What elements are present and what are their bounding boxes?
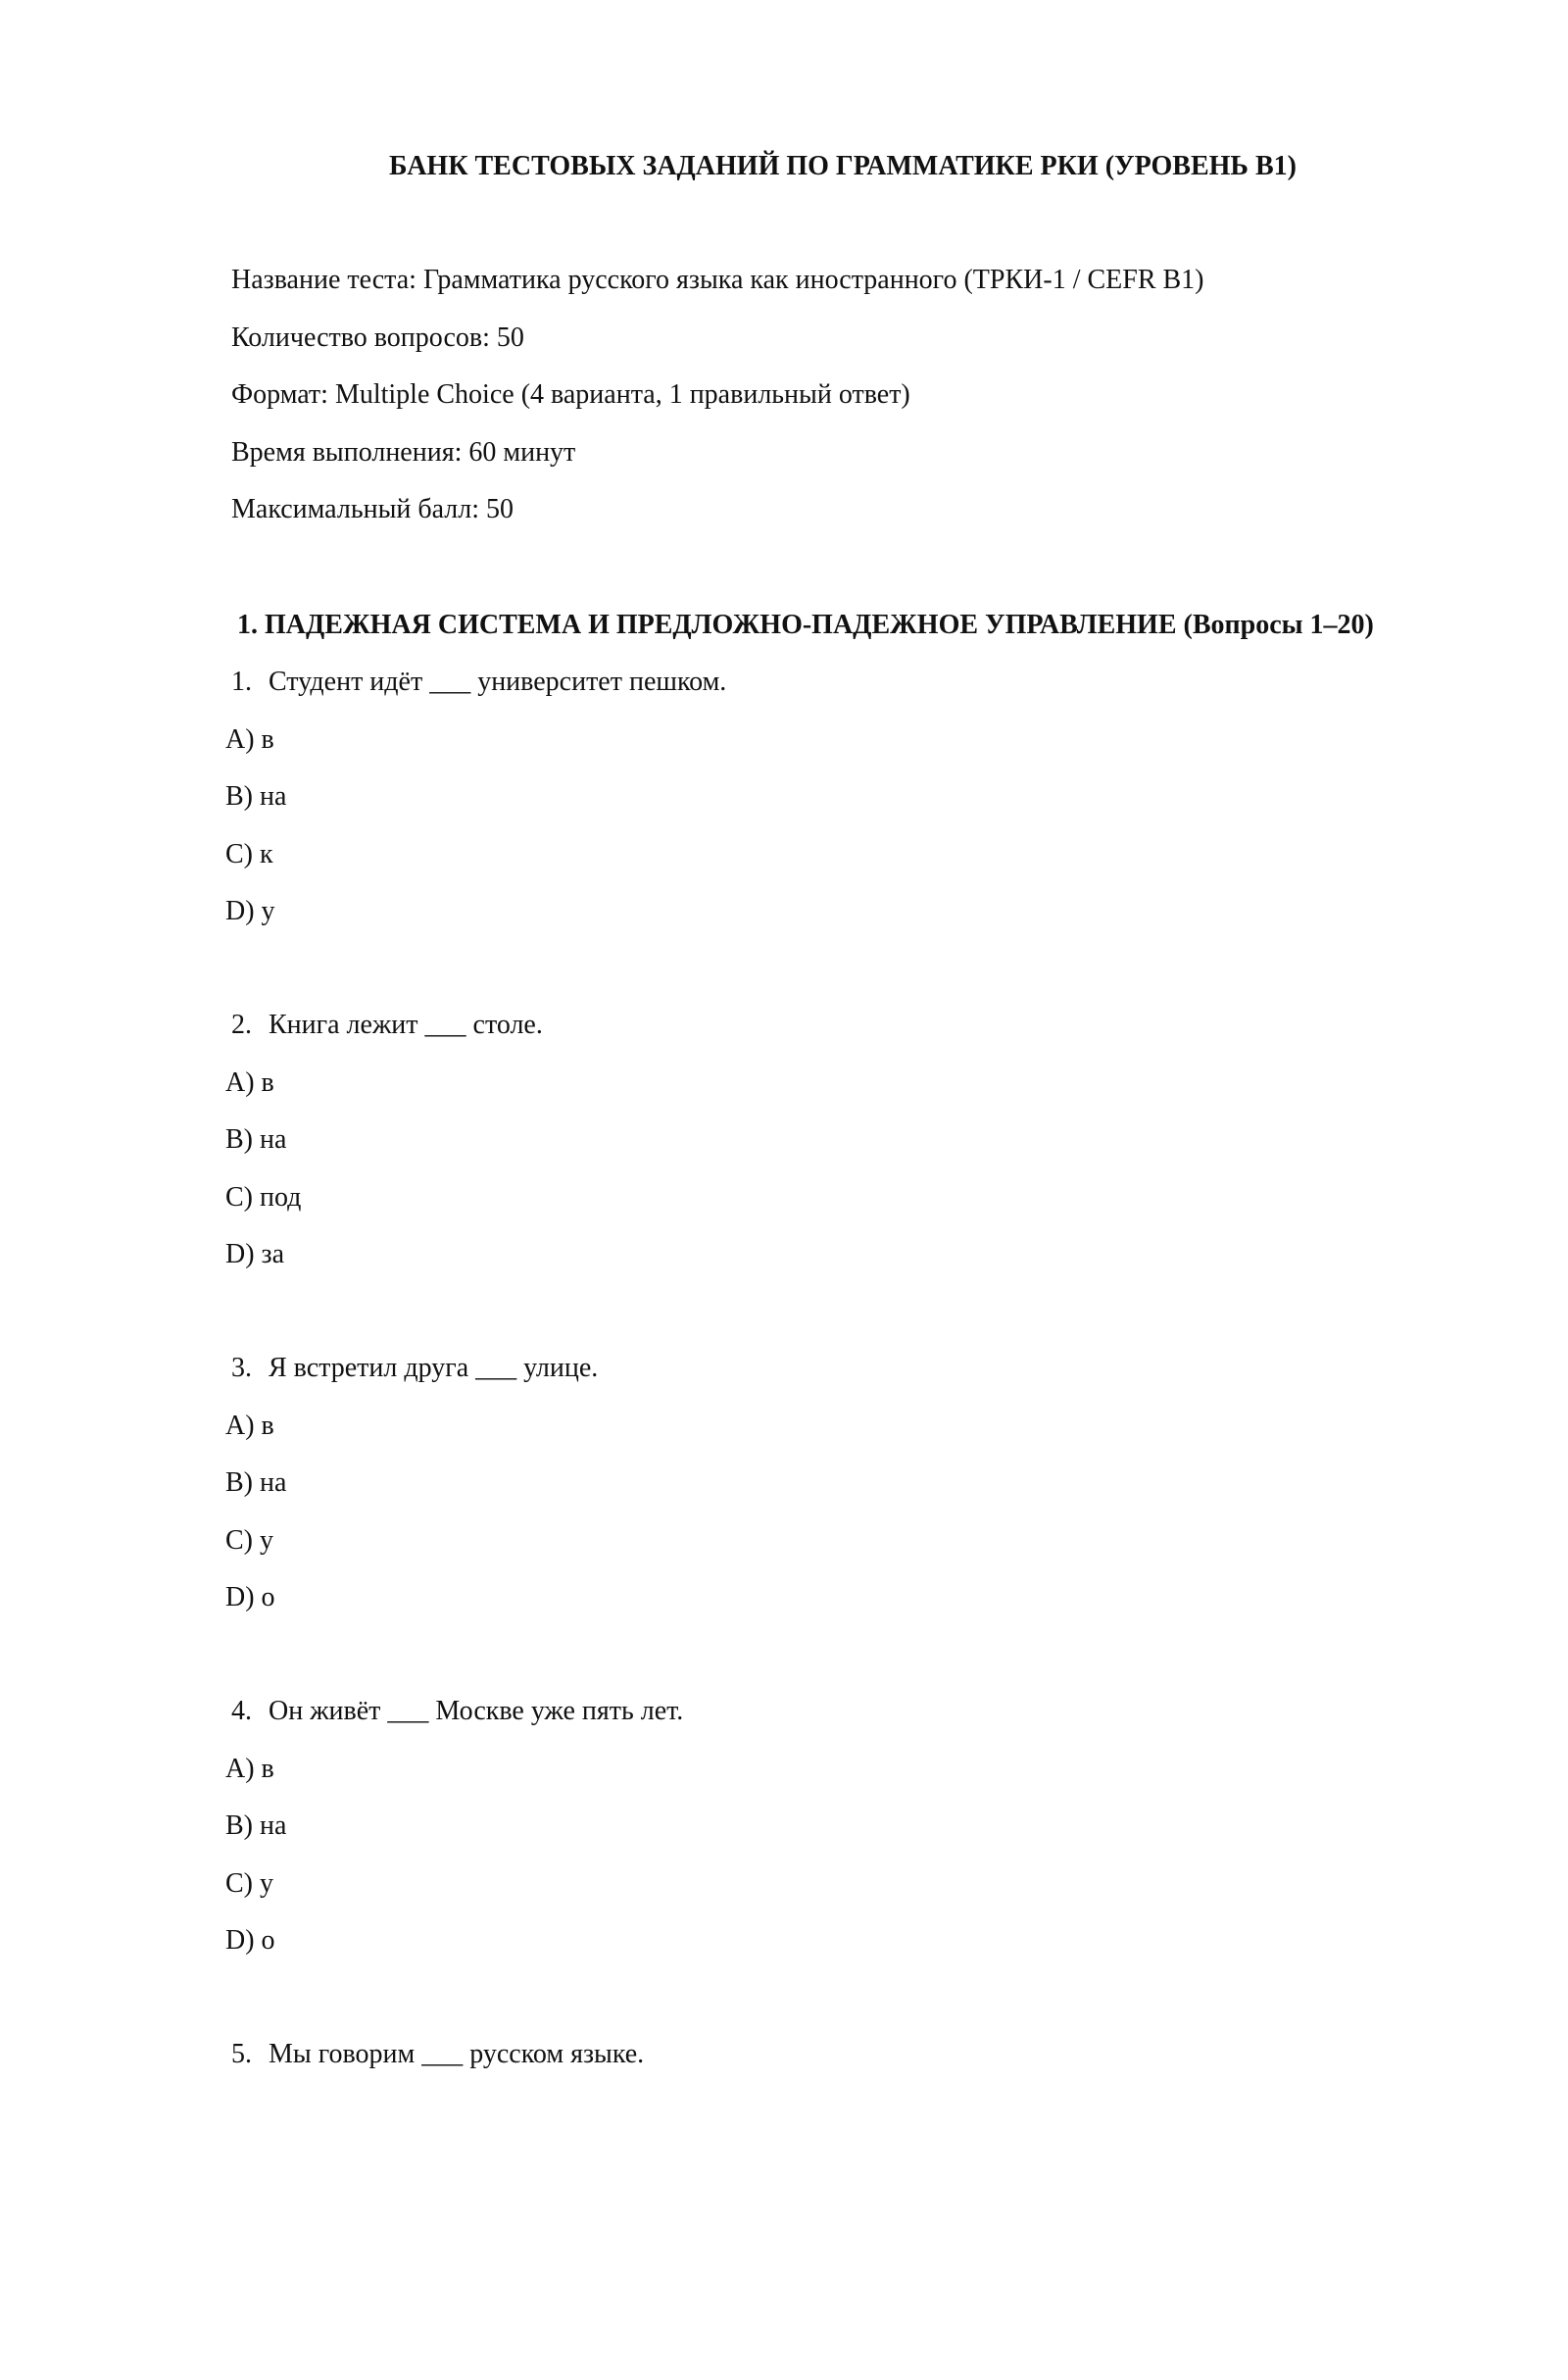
answer-option-b: B) на	[225, 1810, 287, 1841]
answer-option-c: C) у	[225, 1867, 273, 1899]
answer-option-d: D) за	[225, 1239, 285, 1269]
question-2	[0, 1008, 1568, 1351]
answer-option-a: A) в	[225, 723, 274, 755]
question-text	[0, 665, 1568, 722]
question-number: 2.	[231, 1010, 252, 1040]
meta-question-count: Количество вопросов: 50	[231, 322, 524, 353]
section-heading: 1. ПАДЕЖНАЯ СИСТЕМА И ПРЕДЛОЖНО-ПАДЕЖНОЕ УПРАВЛЕНИЕ (Вопросы 1–20)	[237, 610, 1374, 640]
answer-option-a: A) в	[225, 1410, 274, 1441]
answer-option-b: B) на	[225, 781, 287, 812]
question-body: Он живёт ___ Москве уже пять лет.	[269, 1696, 684, 1726]
question-text	[0, 1694, 1568, 1752]
answer-option-b: B) на	[225, 1467, 287, 1498]
question-number: 1.	[231, 667, 252, 697]
meta-format: Формат: Multiple Choice (4 варианта, 1 правильный ответ)	[231, 379, 910, 410]
question-text	[0, 2037, 1568, 2095]
question-4	[0, 1694, 1568, 2037]
question-body: Книга лежит ___ столе.	[269, 1010, 543, 1040]
question-text	[0, 1351, 1568, 1409]
question-5	[0, 2037, 1568, 2380]
answer-option-a: A) в	[225, 1066, 274, 1098]
answer-option-a: A) в	[225, 1753, 274, 1784]
answer-option-d: D) у	[225, 896, 275, 926]
question-number: 4.	[231, 1696, 252, 1726]
question-3	[0, 1351, 1568, 1694]
question-body: Мы говорим ___ русском языке.	[269, 2039, 645, 2069]
question-list	[0, 665, 1568, 2380]
answer-option-b: B) на	[225, 1124, 287, 1155]
question-body: Я встретил друга ___ улице.	[269, 1353, 599, 1383]
question-body: Студент идёт ___ университет пешком.	[269, 667, 727, 697]
meta-duration: Время выполнения: 60 минут	[231, 436, 576, 468]
test-meta-info	[231, 263, 1204, 550]
answer-option-c: C) под	[225, 1181, 302, 1213]
question-number: 3.	[231, 1353, 252, 1383]
question-1	[0, 665, 1568, 1008]
answer-option-c: C) к	[225, 838, 273, 869]
meta-max-score: Максимальный балл: 50	[231, 494, 514, 524]
answer-option-d: D) о	[225, 1582, 275, 1612]
answer-option-d: D) о	[225, 1925, 275, 1956]
meta-test-name: Название теста: Грамматика русского языка как иностранного (ТРКИ-1 / CEFR B1)	[231, 265, 1204, 295]
document-title: БАНК ТЕСТОВЫХ ЗАДАНИЙ ПО ГРАММАТИКЕ РКИ (УРОВЕНЬ B1)	[389, 151, 1297, 181]
question-text	[0, 1008, 1568, 1066]
question-number: 5.	[231, 2039, 252, 2069]
answer-option-c: C) у	[225, 1524, 273, 1556]
